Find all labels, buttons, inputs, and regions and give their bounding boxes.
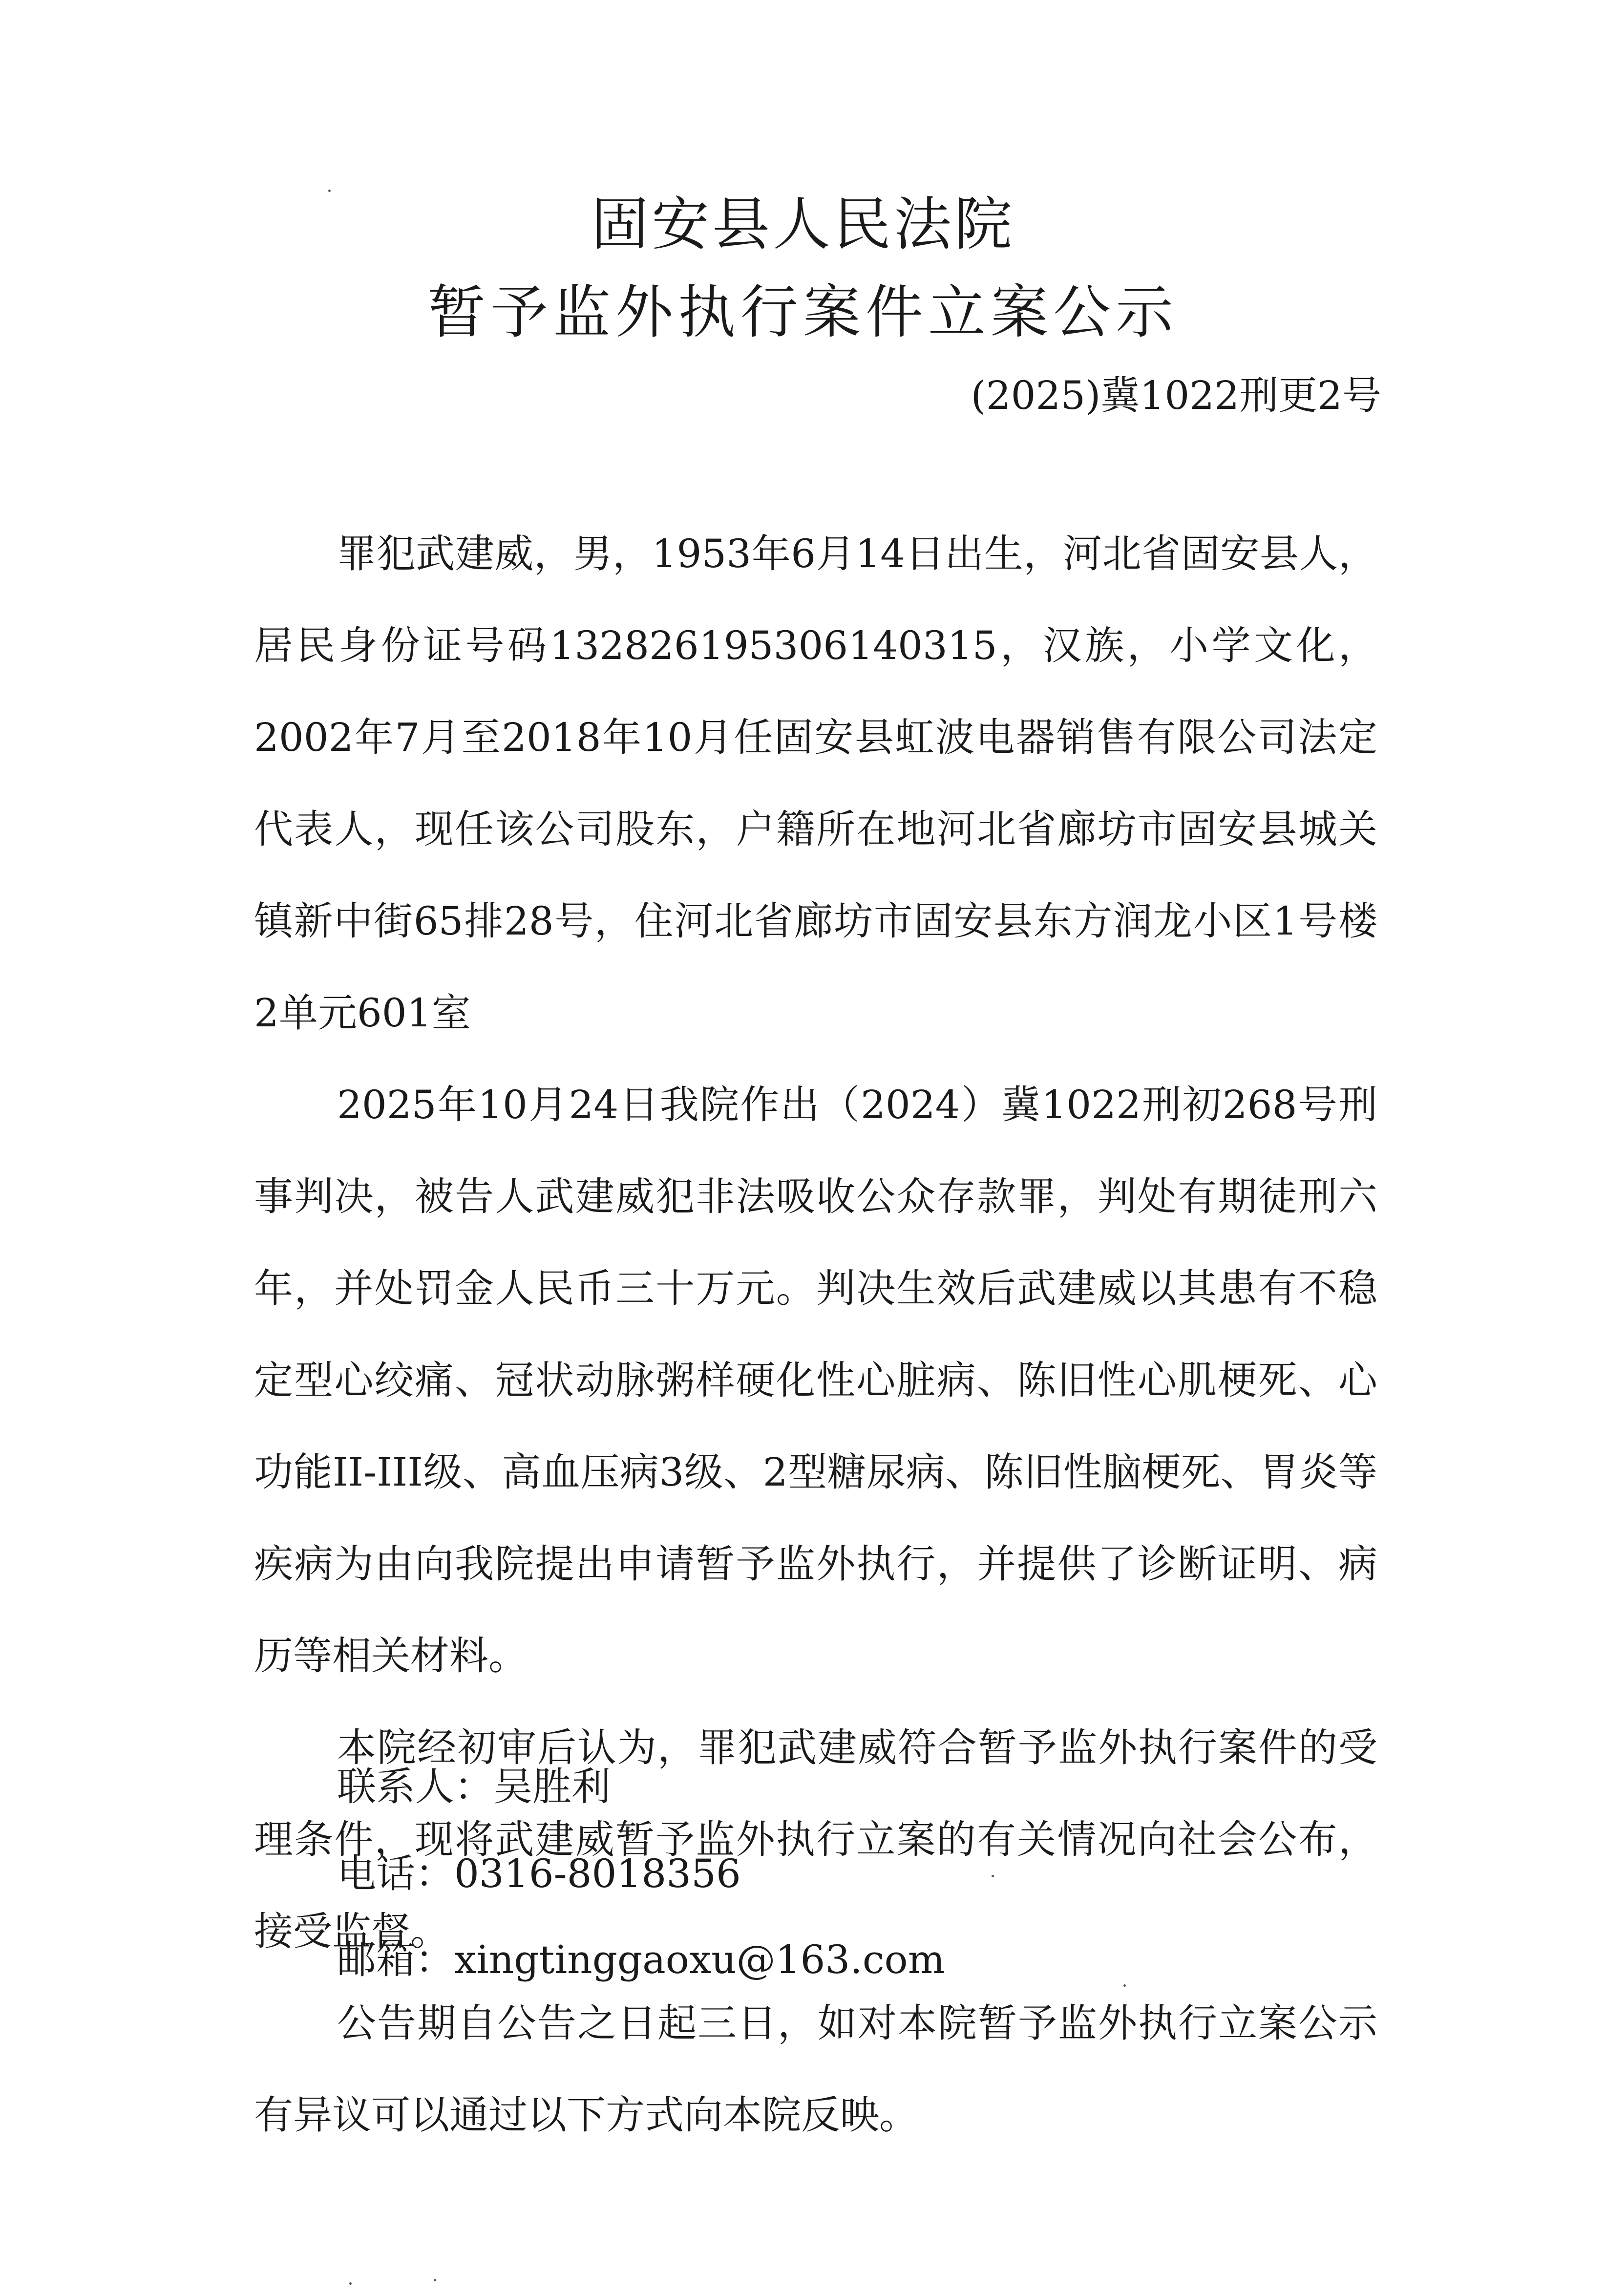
paragraph-review: 本院经初审后认为，罪犯武建威符合暂予监外执行案件的受理条件，现将武建威暂予监外执行立案的有关情况向社会公布，接受监督。 bbox=[254, 1725, 1377, 1954]
notice-title: 暂予监外执行案件立案公示 bbox=[427, 278, 1178, 346]
scan-speck bbox=[434, 2279, 436, 2281]
scan-speck bbox=[349, 2282, 352, 2285]
notice-body bbox=[254, 508, 1377, 2161]
paragraph-publicity-period: 公告期自公告之日起三日，如对本院暂予监外执行立案公示有异议可以通过以下方式向本院反映。 bbox=[254, 2000, 1377, 2138]
court-name: 固安县人民法院 bbox=[591, 191, 1015, 258]
scan-speck bbox=[328, 190, 331, 192]
contact-phone: 电话：0316-8018356 bbox=[337, 1851, 741, 1896]
case-number: (2025)冀1022刑更2号 bbox=[971, 373, 1381, 418]
contact-person: 联系人：吴胜利 bbox=[337, 1764, 611, 1809]
paragraph-judgment: 2025年10月24日我院作出（2024）冀1022刑初268号刑事判决，被告人武建威犯非法吸收公众存款罪，判处有期徒刑六年，并处罚金人民币三十万元。判决生效后武建威以其患有不稳定型心绞痛、冠状动脉粥样硬化性心脏病、陈旧性心肌梗死、心功能II-III级、高血压病3级、2型糖尿病、陈旧性脑梗死、胃炎等疾病为由向我院提出申请暂予监外执行，并提供了诊断证明、病历等相关材料。 bbox=[254, 1082, 1377, 1679]
contact-email: 邮箱：xingtinggaoxu@163.com bbox=[337, 1937, 945, 1982]
scan-speck bbox=[992, 1875, 994, 1877]
paragraph-criminal-info: 罪犯武建威，男，1953年6月14日出生，河北省固安县人，居民身份证号码132826195306140315，汉族，小学文化，2002年7月至2018年10月任固安县虹波电器销售有限公司法定代表人，现任该公司股东，户籍所在地河北省廊坊市固安县城关镇新中街65排28号，住河北省廊坊市固安县东方润龙小区1号楼2单元601室 bbox=[254, 531, 1377, 1036]
scan-speck bbox=[1123, 1984, 1126, 1987]
